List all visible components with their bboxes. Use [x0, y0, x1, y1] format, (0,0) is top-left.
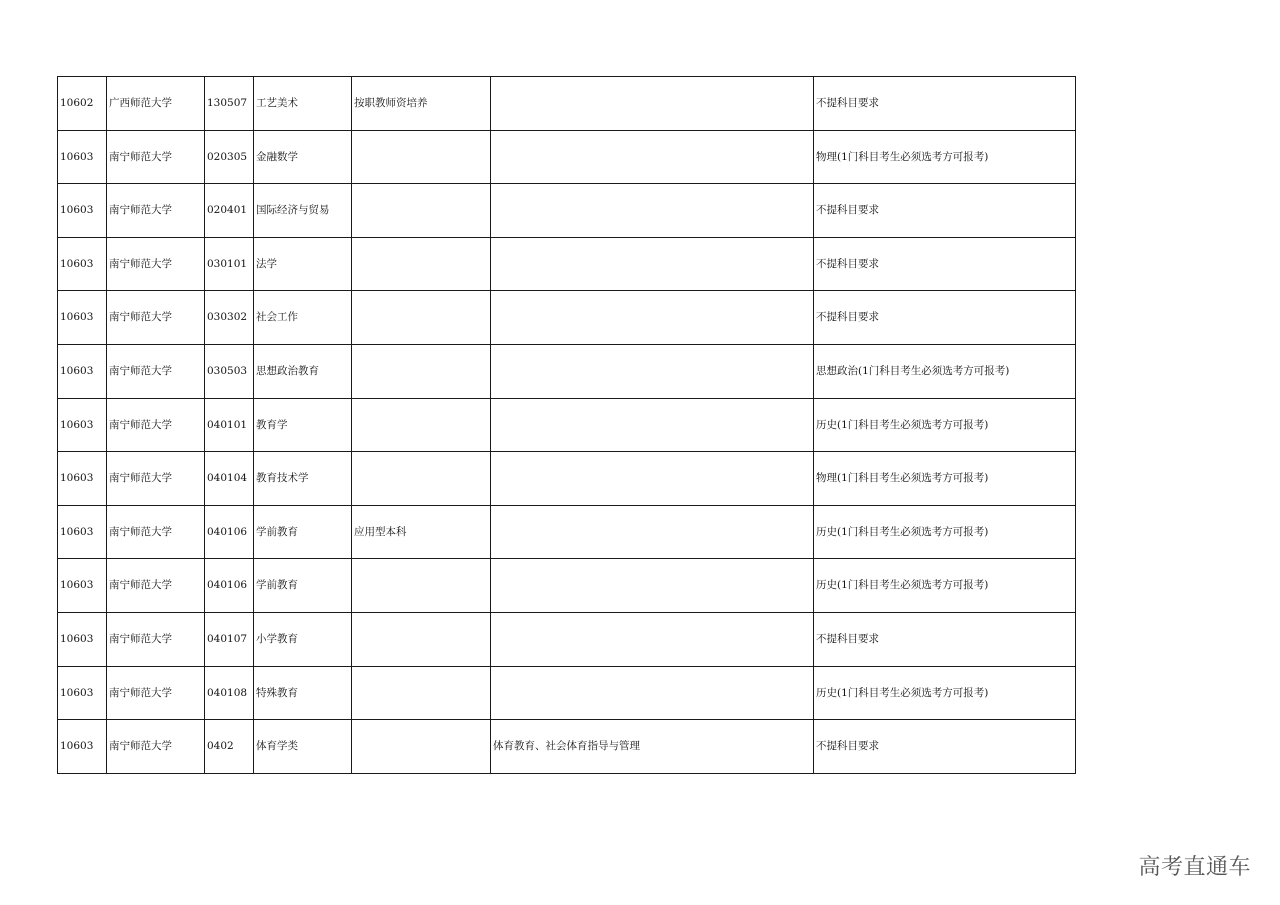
subject-requirement-cell: 历史(1门科目考生必须选考方可报考)	[814, 398, 1076, 452]
remark-cell	[352, 612, 491, 666]
table-row	[58, 452, 1076, 506]
table-row	[58, 612, 1076, 666]
major-code-cell: 040107	[205, 612, 254, 666]
major-name-cell: 国际经济与贸易	[254, 184, 352, 238]
school-name-cell: 广西师范大学	[107, 77, 205, 131]
subject-requirement-cell: 不提科目要求	[814, 77, 1076, 131]
major-code-cell: 030503	[205, 344, 254, 398]
school-code-cell: 10603	[58, 720, 107, 774]
school-code-cell: 10603	[58, 291, 107, 345]
subject-requirement-cell: 不提科目要求	[814, 612, 1076, 666]
school-code-cell: 10603	[58, 452, 107, 506]
remark-cell	[352, 720, 491, 774]
school-code-cell: 10603	[58, 237, 107, 291]
remark-cell	[352, 344, 491, 398]
major-code-cell: 0402	[205, 720, 254, 774]
major-code-cell: 130507	[205, 77, 254, 131]
subject-requirement-cell: 不提科目要求	[814, 184, 1076, 238]
school-name-cell: 南宁师范大学	[107, 559, 205, 613]
major-name-cell: 特殊教育	[254, 666, 352, 720]
remark-cell	[352, 291, 491, 345]
subject-requirement-cell: 不提科目要求	[814, 291, 1076, 345]
major-code-cell: 040104	[205, 452, 254, 506]
major-code-cell: 020305	[205, 130, 254, 184]
includes-majors-cell	[491, 291, 814, 345]
school-code-cell: 10603	[58, 612, 107, 666]
major-code-cell: 040108	[205, 666, 254, 720]
table-row	[58, 505, 1076, 559]
includes-majors-cell	[491, 130, 814, 184]
watermark-logo: 高考直通车	[1138, 855, 1251, 880]
subject-requirement-cell: 思想政治(1门科目考生必须选考方可报考)	[814, 344, 1076, 398]
remark-cell	[352, 130, 491, 184]
includes-majors-cell	[491, 612, 814, 666]
subject-requirement-cell: 历史(1门科目考生必须选考方可报考)	[814, 666, 1076, 720]
table-row	[58, 559, 1076, 613]
table-row	[58, 291, 1076, 345]
major-name-cell: 学前教育	[254, 559, 352, 613]
remark-cell	[352, 452, 491, 506]
includes-majors-cell	[491, 398, 814, 452]
major-name-cell: 学前教育	[254, 505, 352, 559]
major-code-cell: 020401	[205, 184, 254, 238]
major-code-cell: 040106	[205, 559, 254, 613]
remark-cell	[352, 559, 491, 613]
major-code-cell: 030302	[205, 291, 254, 345]
includes-majors-cell	[491, 237, 814, 291]
includes-majors-cell: 体育教育、社会体育指导与管理	[491, 720, 814, 774]
remark-cell: 按职教师资培养	[352, 77, 491, 131]
school-name-cell: 南宁师范大学	[107, 452, 205, 506]
major-name-cell: 法学	[254, 237, 352, 291]
major-name-cell: 小学教育	[254, 612, 352, 666]
school-name-cell: 南宁师范大学	[107, 398, 205, 452]
major-name-cell: 教育学	[254, 398, 352, 452]
major-name-cell: 思想政治教育	[254, 344, 352, 398]
school-code-cell: 10603	[58, 344, 107, 398]
school-name-cell: 南宁师范大学	[107, 612, 205, 666]
school-name-cell: 南宁师范大学	[107, 184, 205, 238]
major-name-cell: 金融数学	[254, 130, 352, 184]
school-code-cell: 10603	[58, 130, 107, 184]
includes-majors-cell	[491, 452, 814, 506]
major-name-cell: 社会工作	[254, 291, 352, 345]
includes-majors-cell	[491, 184, 814, 238]
school-code-cell: 10603	[58, 505, 107, 559]
table-row	[58, 77, 1076, 131]
school-name-cell: 南宁师范大学	[107, 130, 205, 184]
school-name-cell: 南宁师范大学	[107, 505, 205, 559]
includes-majors-cell	[491, 559, 814, 613]
major-code-cell: 040106	[205, 505, 254, 559]
school-name-cell: 南宁师范大学	[107, 666, 205, 720]
major-name-cell: 工艺美术	[254, 77, 352, 131]
remark-cell	[352, 398, 491, 452]
major-code-cell: 040101	[205, 398, 254, 452]
school-code-cell: 10602	[58, 77, 107, 131]
table-row	[58, 184, 1076, 238]
table-row	[58, 237, 1076, 291]
includes-majors-cell	[491, 344, 814, 398]
subject-requirement-cell: 历史(1门科目考生必须选考方可报考)	[814, 559, 1076, 613]
remark-cell: 应用型本科	[352, 505, 491, 559]
includes-majors-cell	[491, 666, 814, 720]
major-code-cell: 030101	[205, 237, 254, 291]
table-row	[58, 666, 1076, 720]
subject-requirement-cell: 物理(1门科目考生必须选考方可报考)	[814, 452, 1076, 506]
table-row	[58, 344, 1076, 398]
includes-majors-cell	[491, 505, 814, 559]
table-row	[58, 130, 1076, 184]
subject-requirement-cell: 不提科目要求	[814, 237, 1076, 291]
table-body	[58, 77, 1076, 774]
subject-requirements-table	[57, 76, 1076, 774]
major-name-cell: 教育技术学	[254, 452, 352, 506]
table-row	[58, 720, 1076, 774]
school-name-cell: 南宁师范大学	[107, 720, 205, 774]
major-name-cell: 体育学类	[254, 720, 352, 774]
subject-requirement-cell: 历史(1门科目考生必须选考方可报考)	[814, 505, 1076, 559]
school-name-cell: 南宁师范大学	[107, 237, 205, 291]
subject-requirement-cell: 不提科目要求	[814, 720, 1076, 774]
school-code-cell: 10603	[58, 184, 107, 238]
table-row	[58, 398, 1076, 452]
remark-cell	[352, 184, 491, 238]
school-name-cell: 南宁师范大学	[107, 344, 205, 398]
subject-requirement-cell: 物理(1门科目考生必须选考方可报考)	[814, 130, 1076, 184]
school-code-cell: 10603	[58, 398, 107, 452]
remark-cell	[352, 666, 491, 720]
includes-majors-cell	[491, 77, 814, 131]
school-code-cell: 10603	[58, 559, 107, 613]
school-code-cell: 10603	[58, 666, 107, 720]
school-name-cell: 南宁师范大学	[107, 291, 205, 345]
remark-cell	[352, 237, 491, 291]
